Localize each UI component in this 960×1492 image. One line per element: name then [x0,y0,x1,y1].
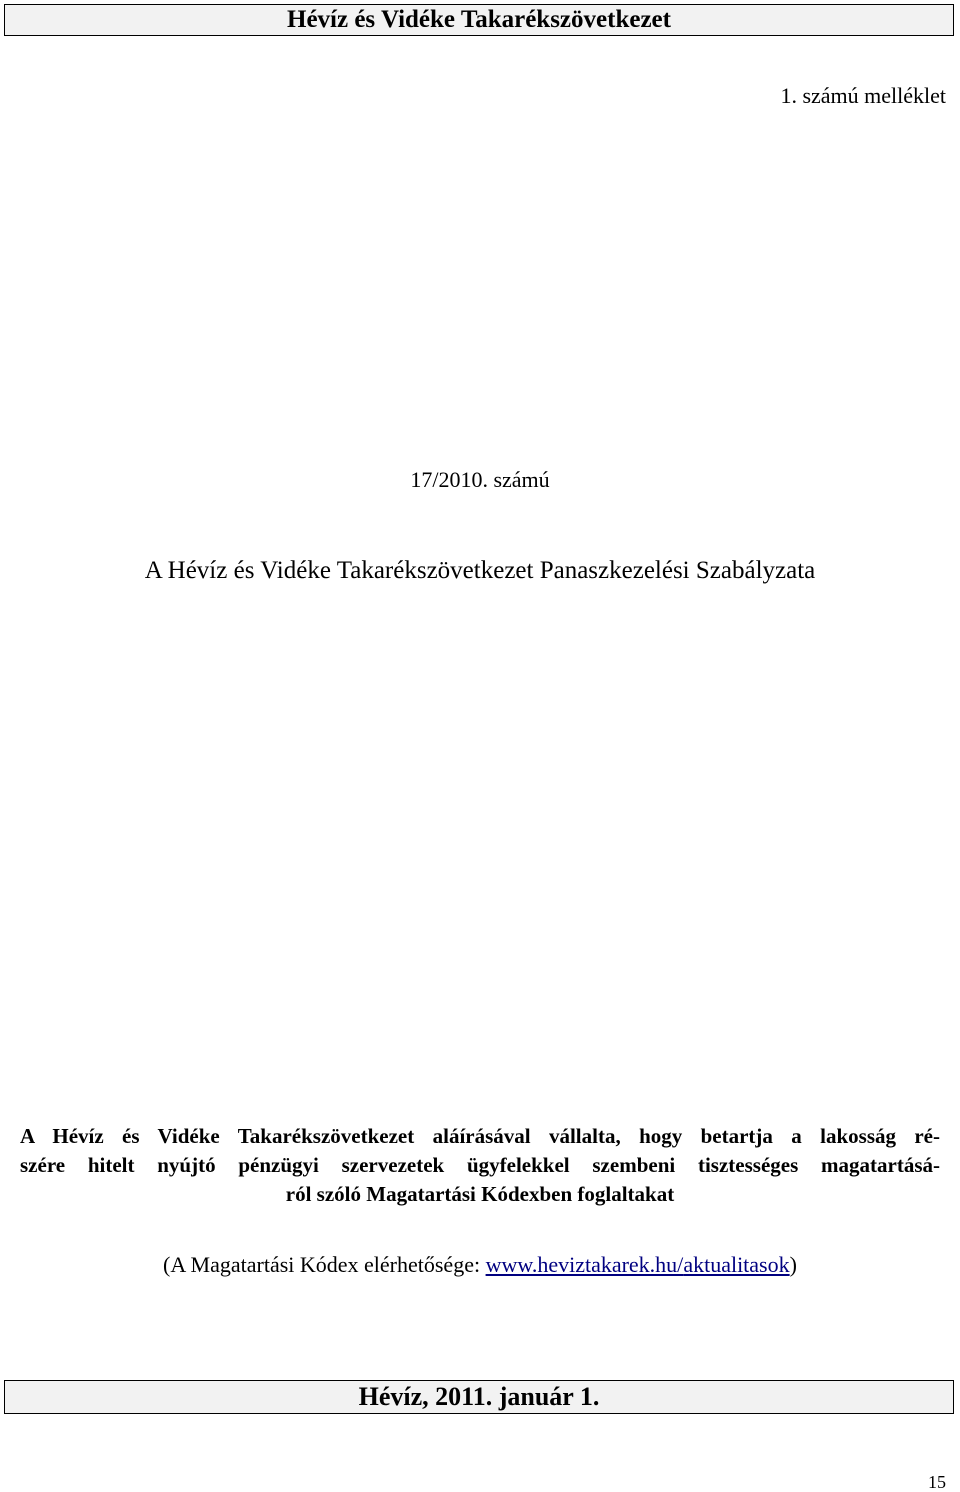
availability-prefix: (A Magatartási Kódex elérhetősége: [163,1252,486,1277]
institution-title: Hévíz és Vidéke Takarékszövetkezet [287,6,671,33]
page-number: 15 [928,1472,946,1492]
commitment-line-1: A Hévíz és Vidéke Takarékszövetkezet aláírásával vállalta, hogy betartja a lakosság ré- [20,1124,940,1148]
commitment-line-2: szére hitelt nyújtó pénzügyi szervezetek ügyfelekkel szembeni tisztességes magatartásá- [20,1153,940,1177]
availability-suffix: ) [789,1252,797,1277]
place-date: Hévíz, 2011. január 1. [358,1382,600,1411]
commitment-statement [20,1122,940,1209]
commitment-line-3: ról szóló Magatartási Kódexben foglaltakat [285,1182,675,1206]
document-number: 17/2010. számú [410,467,550,492]
code-availability [0,1250,960,1280]
document-title: A Hévíz és Vidéke Takarékszövetkezet Panaszkezelési Szabályzata [144,557,816,584]
website-link-path[interactable]: aktualitasok [683,1252,790,1277]
header-title-box [4,4,954,36]
annex-label: 1. számú melléklet [780,83,946,108]
website-link[interactable]: www.heviztakarek.hu/ [485,1252,684,1277]
footer-date-box [4,1380,954,1414]
